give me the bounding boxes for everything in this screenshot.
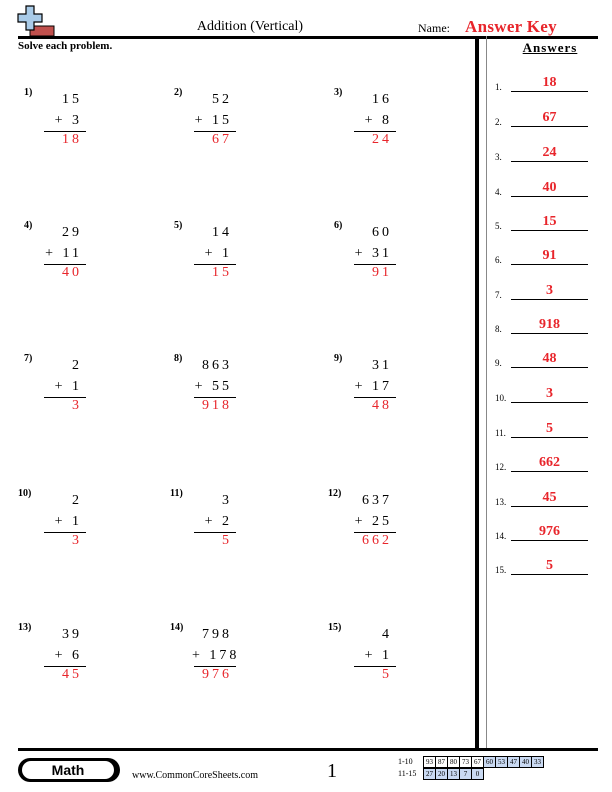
answer-value: 3 xyxy=(546,283,553,298)
answer-number: 3. xyxy=(495,152,502,162)
answer-line xyxy=(511,506,588,507)
score-cell: 53 xyxy=(495,756,508,768)
answer-number: 12. xyxy=(495,462,507,472)
addend-top: 863 xyxy=(202,358,232,373)
answer-number: 1. xyxy=(495,82,502,92)
answer-line xyxy=(511,91,588,92)
answer-value: 976 xyxy=(539,524,560,539)
score-cell: 93 xyxy=(423,756,436,768)
answer-number: 14. xyxy=(495,531,507,541)
problem-number: 1) xyxy=(24,87,33,98)
problem-number: 7) xyxy=(24,353,33,364)
footer-rule xyxy=(18,748,598,751)
answer-row xyxy=(495,245,600,265)
answer-value: 3 xyxy=(546,386,553,401)
score-cell: 27 xyxy=(423,768,436,780)
problem-answer: 3 xyxy=(72,398,82,413)
score-cell: 40 xyxy=(519,756,532,768)
answer-line xyxy=(511,367,588,368)
addend-top: 2 xyxy=(72,493,82,508)
problem xyxy=(170,622,250,702)
problem-number: 13) xyxy=(18,622,32,633)
answer-line xyxy=(511,437,588,438)
score-row xyxy=(424,756,544,767)
header-rule xyxy=(18,36,598,39)
answer-line xyxy=(511,540,588,541)
addend-top: 637 xyxy=(362,493,392,508)
answer-number: 5. xyxy=(495,221,502,231)
answer-number: 4. xyxy=(495,187,502,197)
answer-number: 8. xyxy=(495,324,502,334)
addend-bottom: + 8 xyxy=(364,113,392,128)
column-divider xyxy=(475,36,479,748)
problem-number: 9) xyxy=(334,353,343,364)
problem-number: 2) xyxy=(174,87,183,98)
answer-line xyxy=(511,333,588,334)
addend-bottom: + 31 xyxy=(354,246,392,261)
problem xyxy=(18,488,98,568)
answer-row xyxy=(495,348,600,368)
problem xyxy=(24,353,104,433)
answer-value: 18 xyxy=(542,75,557,90)
score-cell: 60 xyxy=(483,756,496,768)
addend-bottom: + 1 xyxy=(364,648,392,663)
problem-answer: 67 xyxy=(212,132,232,147)
addend-bottom: + 17 xyxy=(354,379,392,394)
problem-answer: 40 xyxy=(62,265,82,280)
answer-number: 13. xyxy=(495,497,507,507)
answer-row xyxy=(495,452,600,472)
answer-line xyxy=(511,161,588,162)
answer-value: 15 xyxy=(542,214,557,229)
answer-value: 91 xyxy=(542,248,557,263)
problem xyxy=(334,353,414,433)
answer-row xyxy=(495,211,600,231)
instructions: Solve each problem. xyxy=(18,40,113,52)
addend-top: 31 xyxy=(372,358,392,373)
answer-row xyxy=(495,487,600,507)
addend-bottom: + 11 xyxy=(45,246,82,261)
score-cell: 33 xyxy=(531,756,544,768)
page-title: Addition (Vertical) xyxy=(196,19,304,34)
addend-top: 16 xyxy=(372,92,392,107)
answer-value: 67 xyxy=(542,110,557,125)
answer-line xyxy=(511,299,588,300)
answer-line xyxy=(511,471,588,472)
problem-answer: 976 xyxy=(202,667,232,682)
problem xyxy=(24,220,104,300)
problem-answer: 24 xyxy=(372,132,392,147)
problem xyxy=(334,220,414,300)
score-row-label: 11-15 xyxy=(398,769,417,778)
problem xyxy=(174,87,254,167)
answer-key-label: Answer Key xyxy=(465,17,557,36)
answer-number: 9. xyxy=(495,358,502,368)
addend-top: 39 xyxy=(62,627,82,642)
answer-value: 24 xyxy=(542,145,557,160)
answer-value: 5 xyxy=(546,421,553,436)
plus-logo-icon xyxy=(16,4,56,38)
problem xyxy=(24,87,104,167)
problem-number: 6) xyxy=(334,220,343,231)
score-cell: 0 xyxy=(471,768,484,780)
answer-row xyxy=(495,555,600,575)
answer-value: 45 xyxy=(542,490,557,505)
addend-bottom: + 6 xyxy=(54,648,82,663)
answer-row xyxy=(495,383,600,403)
problem-number: 4) xyxy=(24,220,33,231)
answer-value: 5 xyxy=(546,558,553,573)
addend-top: 60 xyxy=(372,225,392,240)
answer-line xyxy=(511,196,588,197)
addend-top: 29 xyxy=(62,225,82,240)
problem-answer: 15 xyxy=(212,265,232,280)
problem-number: 12) xyxy=(328,488,342,499)
answer-number: 7. xyxy=(495,290,502,300)
score-cell: 73 xyxy=(459,756,472,768)
answer-row xyxy=(495,418,600,438)
score-cell: 47 xyxy=(507,756,520,768)
problem-number: 15) xyxy=(328,622,342,633)
answer-line xyxy=(511,230,588,231)
addend-top: 52 xyxy=(212,92,232,107)
score-cell: 20 xyxy=(435,768,448,780)
addend-top: 4 xyxy=(382,627,392,642)
addend-bottom: + 3 xyxy=(54,113,82,128)
answer-number: 11. xyxy=(495,428,506,438)
answer-line xyxy=(511,574,588,575)
score-row-label: 1-10 xyxy=(398,757,413,766)
problem-number: 3) xyxy=(334,87,343,98)
answers-title: Answers xyxy=(522,40,578,55)
addend-bottom: + 1 xyxy=(54,379,82,394)
answer-number: 2. xyxy=(495,117,502,127)
addend-bottom: + 2 xyxy=(204,514,232,529)
score-cell: 7 xyxy=(459,768,472,780)
page-number: 1 xyxy=(327,760,337,782)
addend-bottom: + 1 xyxy=(54,514,82,529)
addend-bottom: + 1 xyxy=(204,246,232,261)
addend-top: 15 xyxy=(62,92,82,107)
answer-line xyxy=(511,264,588,265)
addend-top: 2 xyxy=(72,358,82,373)
answer-row xyxy=(495,142,600,162)
answer-line xyxy=(511,402,588,403)
addend-top: 14 xyxy=(212,225,232,240)
problem-answer: 3 xyxy=(72,533,82,548)
problem xyxy=(174,353,254,433)
answer-number: 15. xyxy=(495,565,507,575)
answer-value: 40 xyxy=(542,180,557,195)
answer-row xyxy=(495,280,600,300)
problem-number: 8) xyxy=(174,353,183,364)
answer-row xyxy=(495,521,600,541)
problem xyxy=(328,488,408,568)
score-cell: 67 xyxy=(471,756,484,768)
problem-number: 10) xyxy=(18,488,32,499)
addend-bottom: + 178 xyxy=(192,648,240,663)
addend-bottom: + 55 xyxy=(194,379,232,394)
problem-answer: 91 xyxy=(372,265,392,280)
answer-number: 10. xyxy=(495,393,507,403)
problem-answer: 5 xyxy=(222,533,232,548)
problem-answer: 48 xyxy=(372,398,392,413)
site-url: www.CommonCoreSheets.com xyxy=(132,770,259,781)
score-cell: 13 xyxy=(447,768,460,780)
name-label: Name: xyxy=(418,21,450,35)
problem-answer: 18 xyxy=(62,132,82,147)
problem xyxy=(18,622,98,702)
problem-answer: 918 xyxy=(202,398,232,413)
addend-top: 3 xyxy=(222,493,232,508)
answer-line xyxy=(511,126,588,127)
answer-row xyxy=(495,314,600,334)
column-divider-thin xyxy=(486,36,487,748)
answer-row xyxy=(495,72,600,92)
answer-number: 6. xyxy=(495,255,502,265)
problem-number: 14) xyxy=(170,622,184,633)
addend-bottom: + 15 xyxy=(194,113,232,128)
score-cell: 87 xyxy=(435,756,448,768)
problem-answer: 5 xyxy=(382,667,392,682)
problem xyxy=(334,87,414,167)
answer-row xyxy=(495,107,600,127)
answer-value: 918 xyxy=(539,317,560,332)
problem xyxy=(170,488,250,568)
math-badge-label: Math xyxy=(22,761,114,779)
problem xyxy=(174,220,254,300)
problem xyxy=(328,622,408,702)
problem-answer: 662 xyxy=(362,533,392,548)
score-cell: 80 xyxy=(447,756,460,768)
problem-number: 11) xyxy=(170,488,183,499)
answer-value: 662 xyxy=(539,455,560,470)
addend-bottom: + 25 xyxy=(354,514,392,529)
answer-row xyxy=(495,177,600,197)
addend-top: 798 xyxy=(202,627,232,642)
problem-number: 5) xyxy=(174,220,183,231)
score-row xyxy=(424,768,484,779)
problem-answer: 45 xyxy=(62,667,82,682)
answer-value: 48 xyxy=(542,351,557,366)
